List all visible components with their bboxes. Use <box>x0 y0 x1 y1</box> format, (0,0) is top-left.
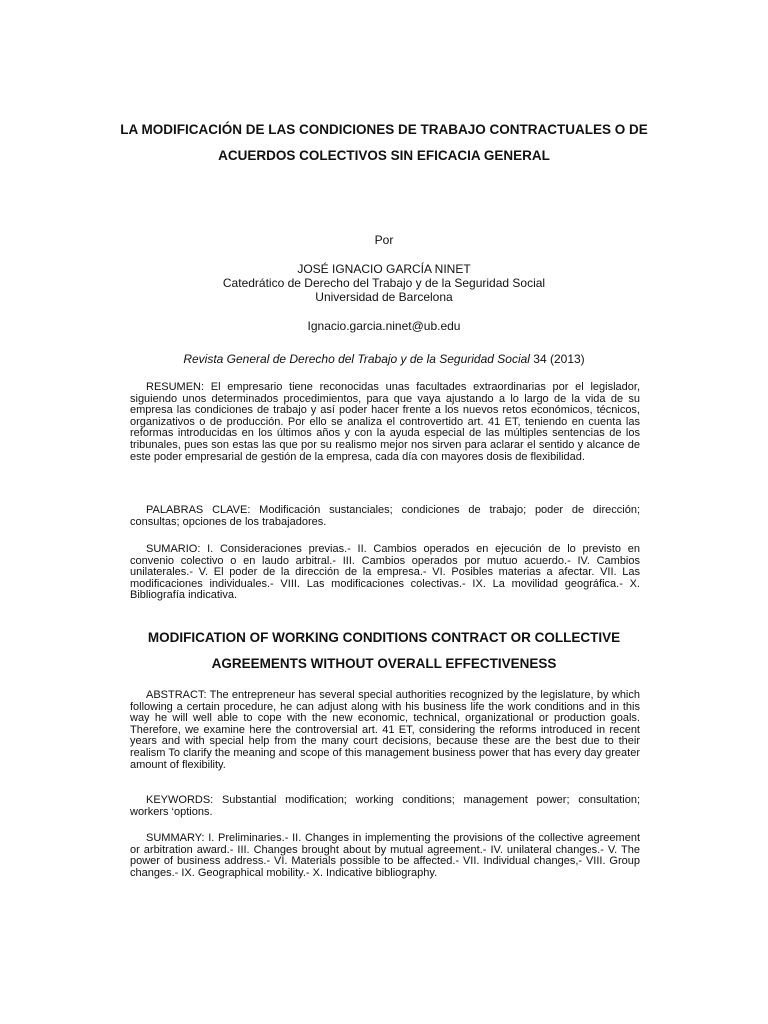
sumario-paragraph <box>130 544 640 602</box>
author-email: Ignacio.garcia.ninet@ub.edu <box>307 319 461 333</box>
keywords-paragraph <box>130 795 640 818</box>
abstract-paragraph <box>130 690 640 771</box>
abstract-text: ABSTRACT: The entrepreneur has several special authorities recognized by the legislature, by which following a certain procedure, he can adjust along with his business life the work conditions and in this way he will well able to cope with the new economic, technical, organizational or production goals. Therefore, we examine here the controversial art. 41 ET, considering the reforms introduced in recent years and with special help from the many court decisions, because these are the best due to their realism To clarify the meaning and scope of this management business power that has every day greater amount of flexibility. <box>130 689 640 771</box>
palabras-clave-text: PALABRAS CLAVE: Modificación sustanciales; condiciones de trabajo; poder de dirección; consultas; opciones de los trabajadores. <box>130 504 640 528</box>
by-label: Por <box>374 233 394 247</box>
sumario-text: SUMARIO: I. Consideraciones previas.- II. Cambios operados en ejecución de lo previsto en convenio colectivo o en laudo arbitral.- III. Cambios operados por mutuo acuerdo.- IV. Cambios unilaterales.- V. El poder de la dirección de la empresa.- VI. Posibles materias a afectar. VII. Las modificaciones individuales.- VIII. Las modificaciones colectivas.- IX. La movilidad geográfica.- X. Bibliografía indicativa. <box>130 543 640 602</box>
journal-citation <box>0 352 768 366</box>
summary-paragraph <box>130 833 640 879</box>
paper-title-english: MODIFICATION OF WORKING CONDITIONS CONTRACT OR COLLECTIVE AGREEMENTS WITHOUT OVERALL EFFECTIVENESS <box>147 630 621 671</box>
palabras-clave-paragraph <box>130 505 640 528</box>
journal-issue: 34 (2013) <box>529 352 585 366</box>
author-position: Catedrático de Derecho del Trabajo y de la Seguridad Social <box>222 276 546 290</box>
resumen-text: RESUMEN: El empresario tiene reconocidas unas facultades extraordinarias por el legislador, siguiendo unos determinados procedimientos, para que vaya ajustando a lo largo de la vida de su empresa las condiciones de trabajo y así poder hacer frente a los nuevos retos económicos, técnicos, organizativos o de producción. Por ello se analiza el controvertido art. 41 ET, teniendo en cuenta las reformas introducidas en los últimos años y con la ayuda especial de las múltiples sentencias de los tribunales, pues son estas las que por su realismo mejor nos sirven para aclarar el sentido y alcance de este poder empresarial de gestión de la empresa, cada día con mayores dosis de flexibilidad. <box>130 381 640 463</box>
summary-text: SUMMARY: I. Preliminaries.- II. Changes in implementing the provisions of the collective agreement or arbitration award.- III. Changes brought about by mutual agreement.- IV. unilateral changes.- V. The power of business address.- VI. Materials possible to be affected.- VII. Individual changes,- VIII. Group changes.- IX. Geographical mobility.- X. Indicative bibliography. <box>130 832 640 879</box>
author-university: Universidad de Barcelona <box>315 290 453 304</box>
keywords-text: KEYWORDS: Substantial modification; working conditions; management power; consultation; workers ‘options. <box>130 794 640 818</box>
resumen-paragraph <box>130 382 640 463</box>
paper-title-spanish: LA MODIFICACIÓN DE LAS CONDICIONES DE TRABAJO CONTRACTUALES O DE ACUERDOS COLECTIVOS SIN EFICACIA GENERAL <box>120 122 648 163</box>
author-name: JOSÉ IGNACIO GARCÍA NINET <box>297 262 471 276</box>
journal-name: Revista General de Derecho del Trabajo y de la Seguridad Social <box>183 352 530 366</box>
